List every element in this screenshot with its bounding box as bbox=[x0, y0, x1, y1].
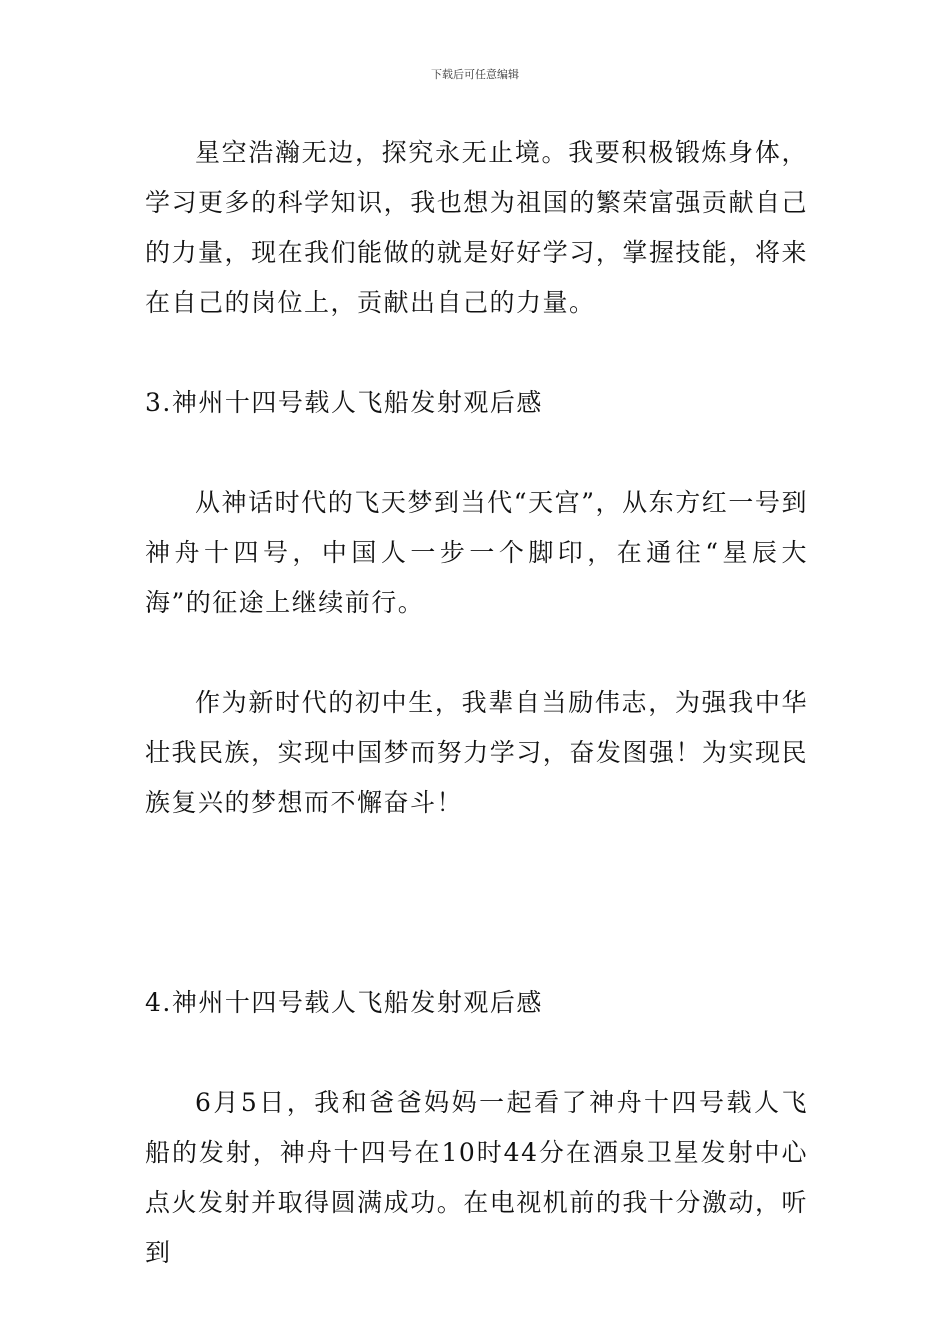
paragraph-closing: 星空浩瀚无边，探究永无止境。我要积极锻炼身体，学习更多的科学知识，我也想为祖国的繁荣富强贡献自己的力量，现在我们能做的就是好好学习，掌握技能，将来在自己的岗位上，贡献出自己的力量。 bbox=[145, 138, 808, 317]
paragraph-flight-dream: 从神话时代的飞天梦到当代“天宫”，从东方红一号到神舟十四号，中国人一步一个脚印，在通往“星辰大海”的征途上继续前行。 bbox=[145, 488, 808, 617]
spacer bbox=[145, 828, 808, 978]
section-heading-3: 3.神州十四号载人飞船发射观后感 bbox=[145, 388, 543, 417]
page-header-note: 下载后可任意编辑 bbox=[431, 68, 519, 81]
paragraph-student-resolve: 作为新时代的初中生，我辈自当励伟志，为强我中华壮我民族，实现中国梦而努力学习，奋发图强！为实现民族复兴的梦想而不懈奋斗！ bbox=[145, 688, 808, 817]
spacer bbox=[145, 428, 808, 478]
document-body bbox=[145, 128, 808, 1278]
spacer bbox=[145, 1028, 808, 1078]
section-heading-4: 4.神州十四号载人飞船发射观后感 bbox=[145, 988, 543, 1017]
spacer bbox=[145, 328, 808, 378]
spacer bbox=[145, 628, 808, 678]
paragraph-launch-day: 6月5日，我和爸爸妈妈一起看了神舟十四号载人飞船的发射，神舟十四号在10时44分在酒泉卫星发射中心点火发射并取得圆满成功。在电视机前的我十分激动，听到 bbox=[145, 1088, 808, 1267]
